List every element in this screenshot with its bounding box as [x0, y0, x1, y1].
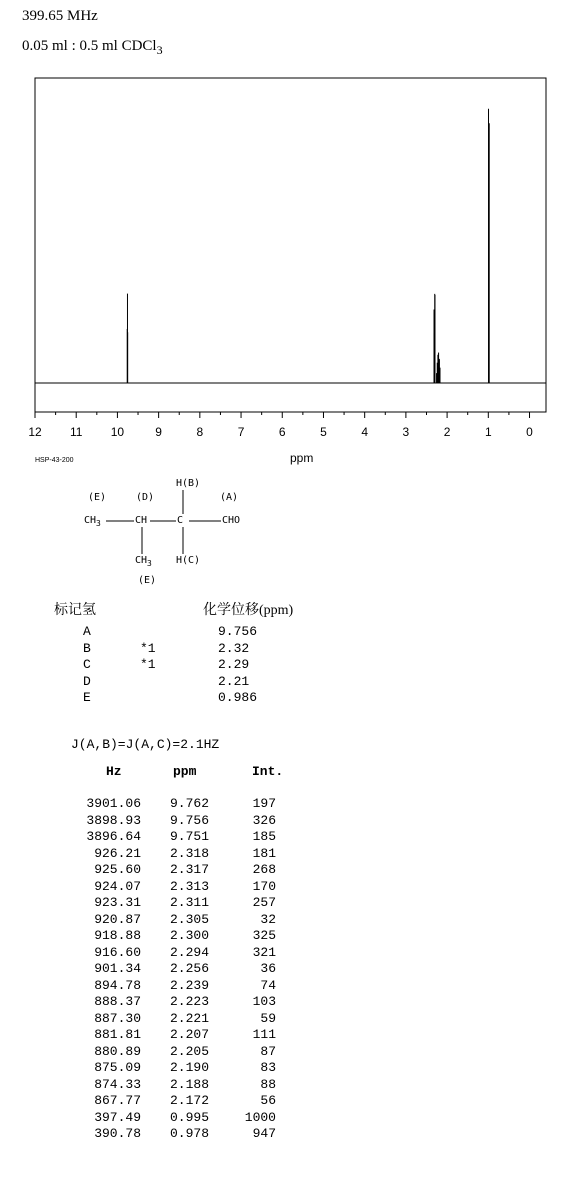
x-tick-label: 9	[155, 425, 162, 439]
peak-int: 321	[252, 944, 276, 960]
table-row	[78, 994, 276, 1011]
ch3-lower-sub: 3	[147, 559, 152, 568]
peak-int: 111	[252, 1027, 276, 1042]
assignment-note: *1	[140, 657, 156, 672]
peak-ppm: 2.311	[169, 895, 209, 910]
peak-hz: 926.21	[94, 845, 141, 861]
peak-int: 1000	[244, 1109, 276, 1125]
peak-ppm: 2.188	[169, 1076, 209, 1092]
solvent-text: 0.05 ml : 0.5 ml CDCl	[22, 38, 157, 54]
x-tick-label: 3	[402, 425, 410, 439]
peak-hz: 901.34	[94, 961, 141, 976]
peak-int: 87	[260, 1043, 276, 1059]
peak-ppm: 9.751	[169, 829, 209, 844]
peak-ppm: 2.239	[169, 977, 209, 993]
peak-int: 56	[260, 1093, 276, 1108]
x-tick-label: 12	[28, 425, 42, 439]
x-tick-label: 8	[196, 425, 204, 439]
peak-hz: 925.60	[94, 862, 141, 877]
peak-ppm: 2.317	[169, 862, 209, 877]
table-row	[78, 1060, 276, 1077]
coupling-constant: J(A,B)=J(A,C)=2.1HZ	[71, 737, 220, 752]
peak-ppm: 2.223	[169, 994, 209, 1009]
x-tick-label: 11	[69, 425, 83, 439]
table-row	[78, 945, 276, 962]
ch3-text: CH	[84, 515, 97, 526]
peak-int: 83	[260, 1060, 276, 1075]
peak-hz: 920.87	[94, 911, 141, 927]
peak-ppm: 2.300	[169, 928, 209, 943]
peak-int: 185	[252, 829, 276, 844]
peak-int: 325	[252, 928, 276, 943]
assignment-note: *1	[140, 640, 156, 656]
table-row	[78, 895, 276, 912]
peak-ppm: 9.762	[169, 796, 209, 811]
peak-int: 197	[252, 796, 276, 811]
peak-header-int: Int.	[252, 764, 284, 779]
peak-ppm: 2.172	[169, 1093, 209, 1108]
plot-frame	[35, 78, 546, 412]
x-tick-label: 0	[526, 425, 533, 439]
table-row	[78, 862, 276, 879]
peak-int: 181	[252, 845, 276, 861]
ch3-lower-text: CH	[135, 555, 148, 566]
peak-table	[78, 796, 276, 1143]
peak-hz: 881.81	[94, 1027, 141, 1042]
table-row	[78, 1011, 276, 1028]
x-tick-label: 7	[237, 425, 245, 439]
table-row	[78, 879, 276, 896]
peak-header-ppm: ppm	[173, 764, 197, 779]
label-h-b: H(B)	[176, 478, 201, 489]
x-tick-label: 6	[278, 425, 286, 439]
assignment-shift: 9.756	[218, 624, 258, 639]
table-row	[78, 1027, 276, 1044]
x-axis-ticks	[28, 412, 533, 439]
table-row	[78, 813, 276, 830]
x-tick-label: 4	[361, 425, 369, 439]
spectrum-code: HSP-43-200	[35, 457, 74, 464]
table-row	[78, 1077, 276, 1094]
peak-header-hz: Hz	[106, 764, 122, 779]
x-tick-label: 10	[110, 425, 125, 439]
table-row	[78, 829, 276, 846]
peak-hz: 916.60	[94, 944, 141, 960]
peak-int: 32	[260, 911, 276, 927]
peak-hz: 3901.06	[86, 796, 141, 811]
peak-int: 59	[260, 1010, 276, 1026]
peak-hz: 3896.64	[86, 829, 141, 844]
x-tick-label: 1	[484, 425, 492, 439]
table-row	[78, 912, 276, 929]
x-axis-label: ppm	[290, 451, 314, 465]
peak-hz: 880.89	[94, 1043, 141, 1059]
peak-int: 268	[252, 862, 276, 877]
peak-hz: 397.49	[94, 1109, 141, 1125]
assignment-label: E	[83, 690, 91, 705]
peak-ppm: 2.205	[169, 1043, 209, 1059]
table-row	[78, 1044, 276, 1061]
peak-int: 326	[252, 812, 276, 828]
peak-ppm: 2.313	[169, 878, 209, 894]
peak-int: 74	[260, 977, 276, 993]
peak-ppm: 2.294	[169, 944, 209, 960]
table-row	[78, 1093, 276, 1110]
table-row	[78, 846, 276, 863]
peak-hz: 923.31	[94, 895, 141, 910]
peak-int: 170	[252, 878, 276, 894]
assignment-shift: 0.986	[218, 690, 258, 705]
peak-hz: 918.88	[94, 928, 141, 943]
peak-ppm: 9.756	[169, 812, 209, 828]
structure-bonds	[0, 470, 300, 580]
peak-hz: 390.78	[94, 1126, 141, 1141]
label-e: (E)	[88, 492, 107, 503]
peak-hz: 924.07	[94, 878, 141, 894]
solvent-subscript: 3	[156, 43, 163, 57]
peak-ppm: 2.318	[169, 845, 209, 861]
table-row	[78, 928, 276, 945]
ch3-sub: 3	[96, 519, 101, 528]
table-row	[78, 1110, 276, 1127]
ch-group: CH	[135, 515, 148, 526]
assignment-shift: 2.21	[218, 673, 250, 689]
peak-ppm: 0.978	[169, 1126, 209, 1141]
cho-group: CHO	[222, 515, 241, 526]
peak-hz: 887.30	[94, 1010, 141, 1026]
peak-ppm: 2.305	[169, 911, 209, 927]
peak-int: 88	[260, 1076, 276, 1092]
table-row	[78, 1126, 276, 1143]
spectrometer-frequency: 399.65 MHz	[22, 8, 98, 24]
peak-ppm: 2.190	[169, 1060, 209, 1075]
peak-hz: 867.77	[94, 1093, 141, 1108]
peak-ppm: 2.221	[169, 1010, 209, 1026]
assignment-label: C	[83, 657, 91, 672]
x-tick-label: 5	[320, 425, 327, 439]
label-h-c: H(C)	[176, 555, 201, 566]
assignment-label: B	[83, 640, 91, 656]
table-row	[78, 796, 276, 813]
label-a: (A)	[220, 492, 239, 503]
spectrum-peaks	[127, 109, 489, 383]
peak-hz: 3898.93	[86, 812, 141, 828]
x-tick-label: 2	[443, 425, 451, 439]
peak-hz: 894.78	[94, 977, 141, 993]
peak-hz: 874.33	[94, 1076, 141, 1092]
c-group: C	[177, 515, 184, 526]
peak-ppm: 2.207	[169, 1027, 209, 1042]
assignment-shift: 2.32	[218, 640, 250, 656]
assignment-header-shift: 化学位移(ppm)	[203, 603, 294, 618]
assignment-label: D	[83, 673, 91, 689]
assignment-shift: 2.29	[218, 657, 250, 672]
peak-ppm: 2.256	[169, 961, 209, 976]
peak-ppm: 0.995	[169, 1109, 209, 1125]
peak-int: 36	[260, 961, 276, 976]
peak-int: 257	[252, 895, 276, 910]
nmr-spectrum-chart	[0, 0, 570, 480]
peak-hz: 888.37	[94, 994, 141, 1009]
table-row	[78, 961, 276, 978]
assignment-label: A	[83, 624, 91, 639]
label-e-lower: (E)	[138, 575, 157, 586]
peak-int: 103	[252, 994, 276, 1009]
label-d: (D)	[136, 492, 155, 503]
table-row	[78, 978, 276, 995]
peak-int: 947	[252, 1126, 276, 1141]
assignment-header-label: 标记氢	[54, 603, 96, 618]
peak-hz: 875.09	[94, 1060, 141, 1075]
